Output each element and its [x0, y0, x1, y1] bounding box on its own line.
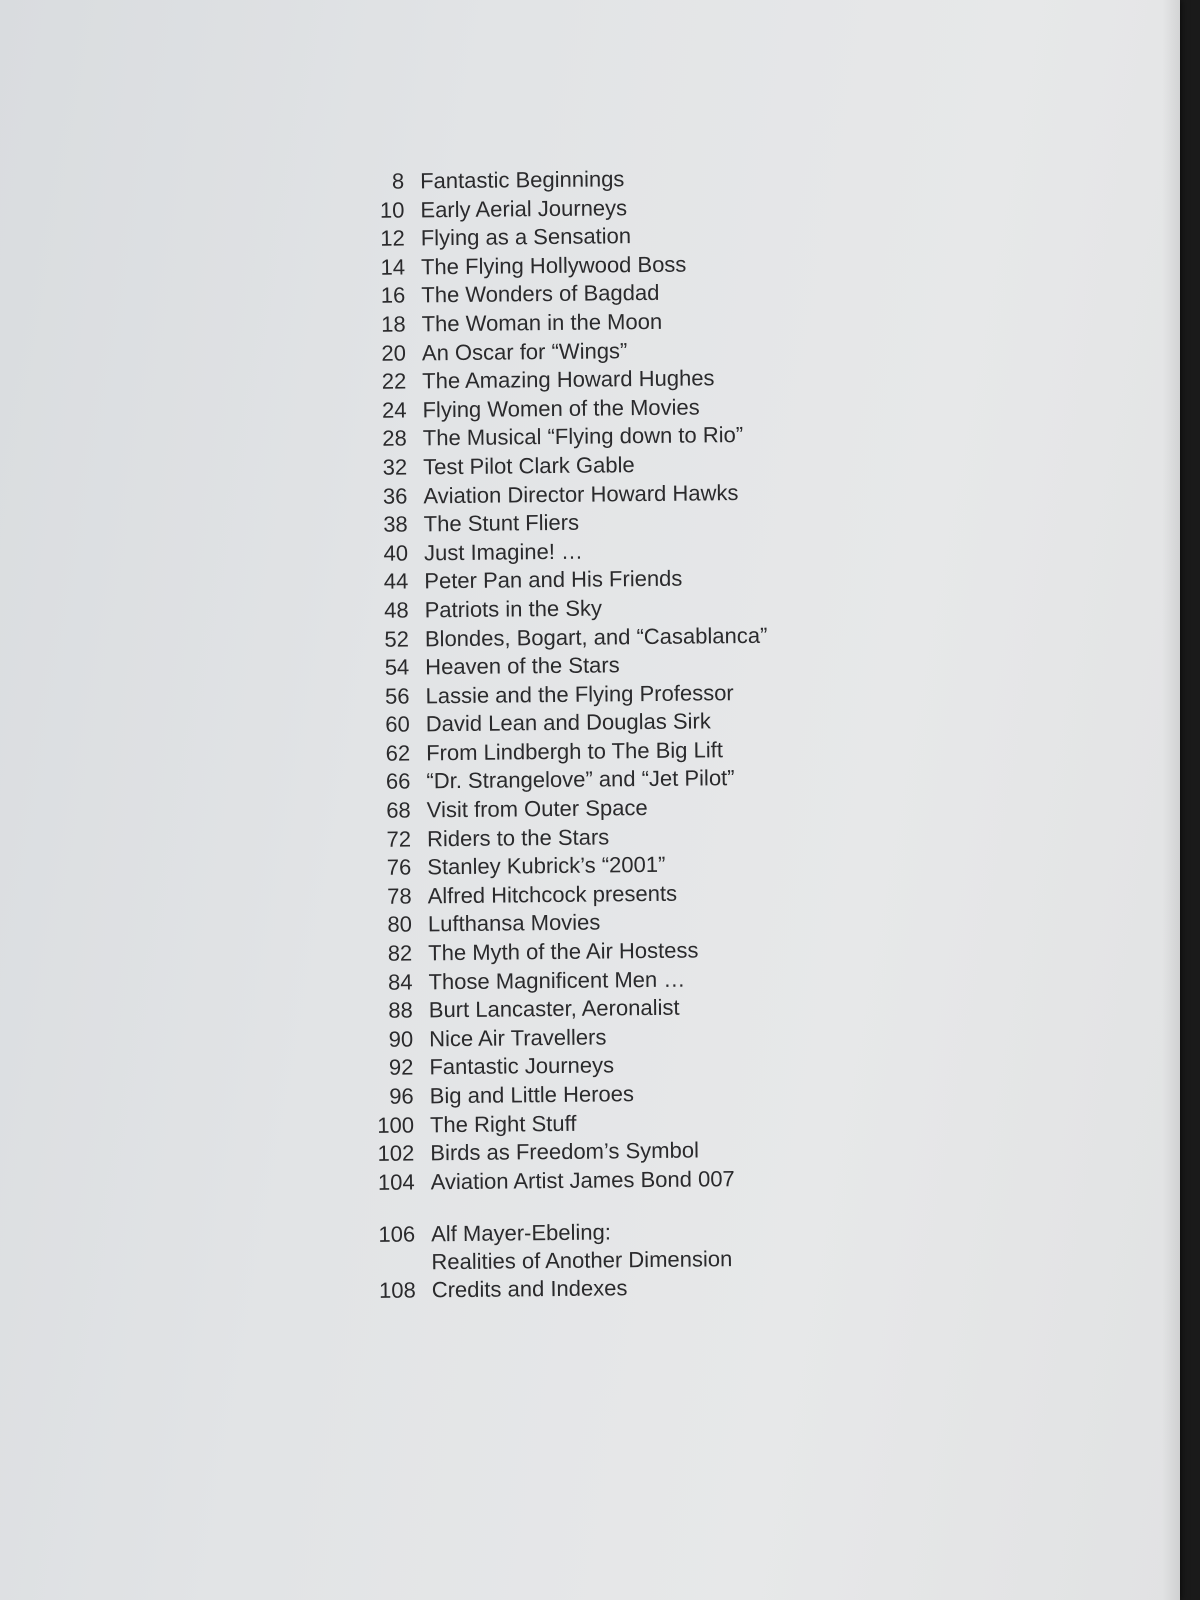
toc-title: Aviation Artist James Bond 007 [430, 1165, 735, 1195]
toc-page-number: 12 [380, 225, 405, 251]
toc-title: The Wonders of Bagdad [421, 280, 660, 308]
toc-title: Just Imagine! … [423, 538, 584, 566]
toc-title: Heaven of the Stars [425, 652, 620, 680]
toc-page-number: 66 [385, 768, 411, 795]
toc-title: Flying as a Sensation [420, 223, 632, 251]
toc-title: The Myth of the Air Hostess [428, 937, 699, 966]
toc-page-number: 108 [378, 1277, 416, 1304]
toc-page-number: 20 [381, 340, 407, 366]
toc-title: Visit from Outer Space [426, 795, 648, 823]
toc-page-number: 88 [388, 997, 413, 1023]
toc-title [431, 1217, 832, 1277]
toc-page-number: 96 [389, 1083, 414, 1109]
toc-title: Flying Women of the Movies [422, 394, 700, 423]
toc-entry-essay [371, 1217, 832, 1278]
toc-page-number: 38 [383, 511, 408, 537]
toc-title: Riders to the Stars [426, 824, 610, 851]
toc-title-line-2: Realities of Another Dimension [431, 1246, 733, 1275]
toc-title: “Dr. Strangelove” and “Jet Pilot” [426, 765, 735, 794]
toc-title: Alfred Hitchcock presents [427, 880, 678, 909]
toc-title: The Right Stuff [429, 1110, 577, 1137]
toc-page-number: 62 [385, 740, 411, 766]
toc-page-number: 68 [386, 797, 411, 823]
toc-page-number: 54 [384, 654, 410, 680]
toc-title: Big and Little Heroes [429, 1081, 635, 1109]
toc-title: Birds as Freedom’s Symbol [430, 1137, 700, 1166]
toc-page-number: 76 [386, 854, 412, 881]
toc-title: An Oscar for “Wings” [421, 337, 628, 365]
toc-page-number: 36 [382, 483, 408, 509]
toc-page-number: 32 [382, 454, 408, 480]
toc-title: David Lean and Douglas Sirk [425, 708, 711, 737]
toc-title: Nice Air Travellers [428, 1024, 607, 1052]
toc-page-number: 10 [379, 197, 405, 223]
toc-page-number: 18 [381, 311, 406, 337]
toc-page-number: 92 [388, 1054, 414, 1081]
toc-title: Lassie and the Flying Professor [425, 679, 734, 709]
toc-title: Patriots in the Sky [424, 595, 603, 623]
toc-page-number: 84 [387, 969, 413, 995]
toc-entry [370, 1164, 830, 1197]
toc-page-number: 28 [382, 425, 407, 452]
toc-page-number: 80 [387, 911, 413, 938]
toc-title: Blondes, Bogart, and “Casablanca” [424, 622, 768, 651]
toc-page-number: 8 [391, 168, 405, 194]
toc-title: Test Pilot Clark Gable [423, 452, 635, 480]
toc-title: Those Magnificent Men … [428, 966, 686, 994]
toc-title: The Stunt Fliers [423, 509, 580, 537]
toc-page-number: 52 [384, 626, 410, 652]
toc-page-number: 40 [383, 540, 409, 566]
toc-title: The Flying Hollywood Boss [420, 251, 687, 280]
toc-page-number: 56 [384, 683, 410, 709]
toc-title: Credits and Indexes [431, 1275, 628, 1303]
toc-title: From Lindbergh to The Big Lift [425, 737, 724, 766]
toc-page-number: 44 [383, 568, 409, 595]
table-of-contents [360, 163, 832, 1306]
toc-title: Fantastic Beginnings [420, 166, 625, 194]
toc-page-number: 90 [388, 1026, 414, 1052]
toc-title: Aviation Director Howard Hawks [423, 479, 739, 508]
toc-title: The Musical “Flying down to Rio” [422, 422, 744, 451]
toc-page-number: 82 [387, 940, 413, 966]
toc-page-number: 60 [385, 711, 410, 738]
toc-page-number: 102 [377, 1140, 415, 1167]
toc-title: Stanley Kubrick’s “2001” [427, 852, 666, 880]
toc-page-number: 78 [387, 883, 412, 909]
toc-title: The Amazing Howard Hughes [422, 365, 715, 394]
toc-page-number: 24 [381, 397, 407, 423]
toc-title: Burt Lancaster, Aeronalist [428, 994, 680, 1023]
toc-page-number: 104 [377, 1169, 415, 1195]
toc-page-number: 16 [380, 282, 406, 309]
toc-title-line-1: Alf Mayer-Ebeling: [431, 1219, 612, 1247]
toc-page-number: 14 [380, 254, 406, 280]
toc-page-number: 100 [377, 1112, 415, 1138]
toc-title: Peter Pan and His Friends [424, 565, 683, 594]
toc-title: The Woman in the Moon [421, 308, 663, 337]
toc-title: Early Aerial Journeys [420, 194, 628, 222]
toc-page-number: 106 [378, 1221, 416, 1248]
toc-page-number: 48 [384, 597, 409, 623]
toc-page-number: 72 [386, 826, 412, 852]
toc-page-number: 22 [381, 368, 407, 394]
toc-entry-credits [372, 1272, 832, 1305]
toc-title: Lufthansa Movies [427, 909, 601, 937]
toc-title: Fantastic Journeys [429, 1052, 615, 1080]
